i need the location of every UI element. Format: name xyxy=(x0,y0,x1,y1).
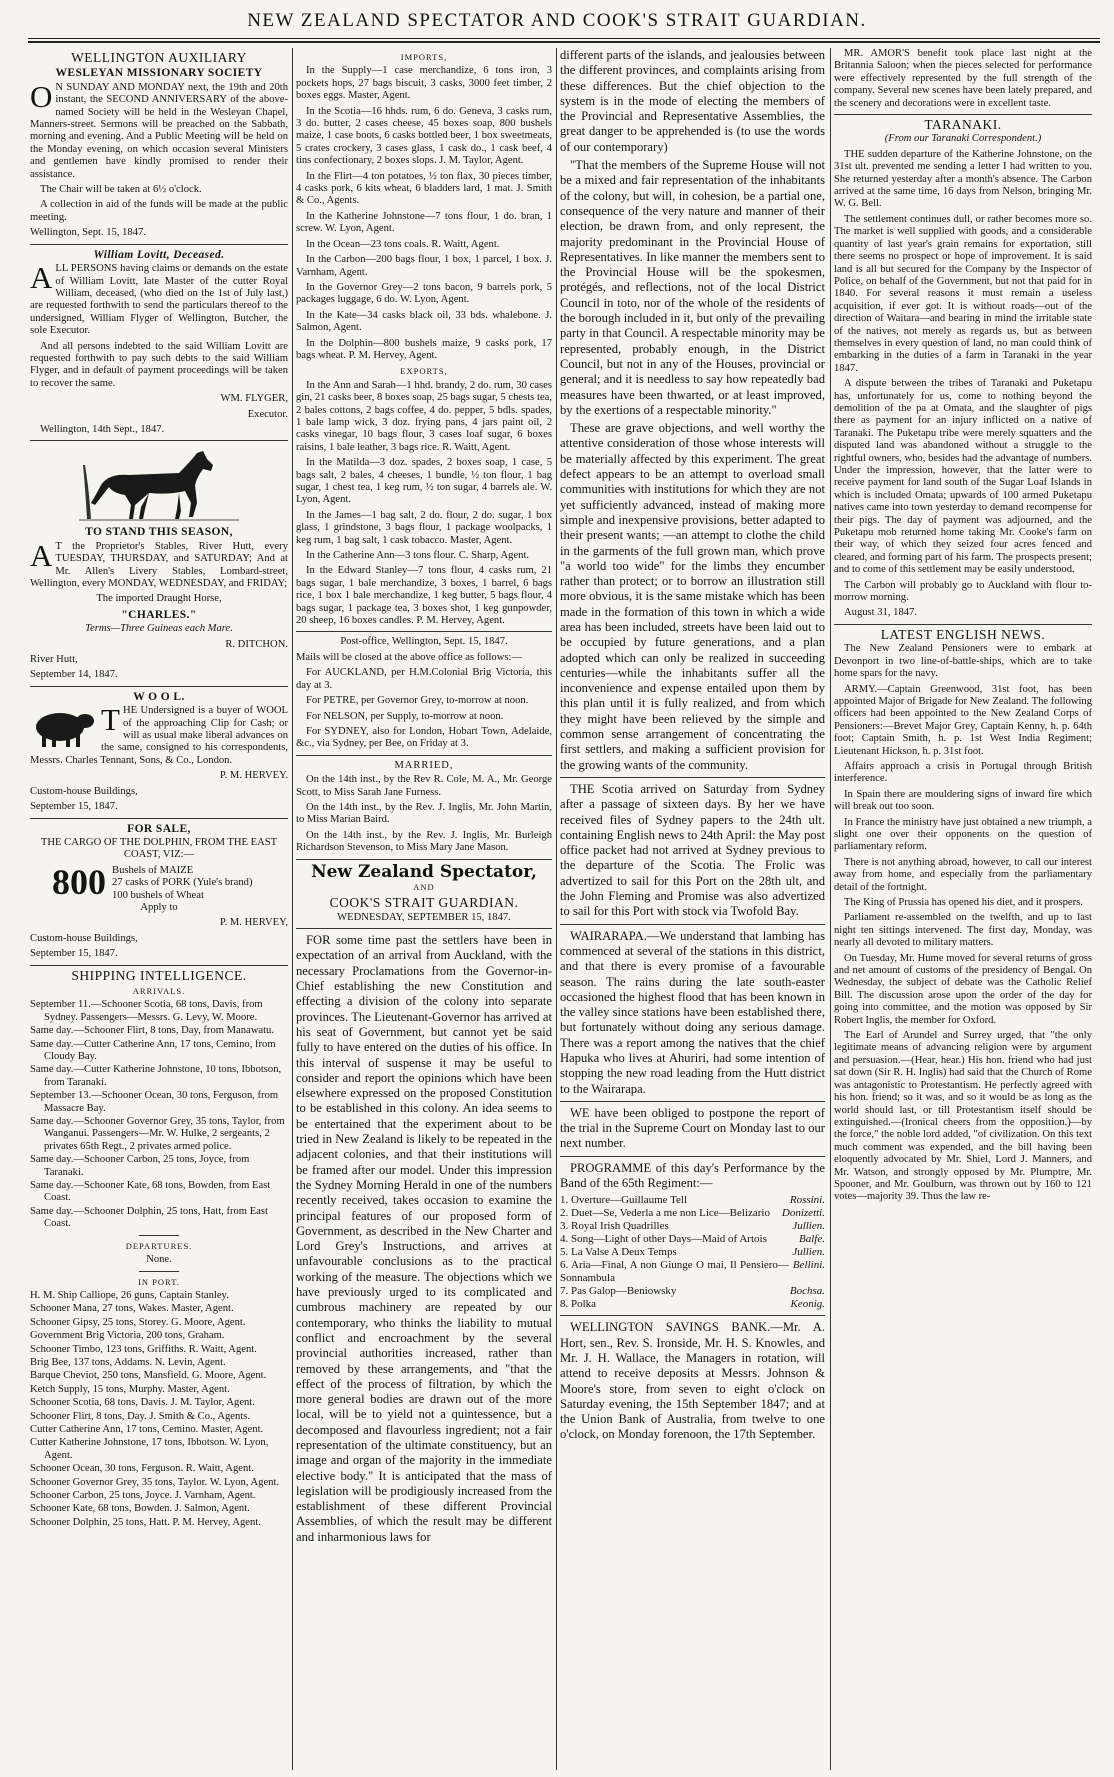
divider xyxy=(30,965,288,966)
post-item: For AUCKLAND, per H.M.Colonial Brig Victoria, this day at 3. xyxy=(296,667,552,691)
stand-body: A T the Proprietor's Stables, River Hutt, every TUESDAY, THURSDAY, and SATURDAY; And at Mr. Allen's Livery Stables, Lombard-street, Wellington, every MONDAY, WEDNESDAY, and FRIDAY; xyxy=(30,537,288,589)
column-3 xyxy=(560,48,825,1770)
sale-block xyxy=(30,865,288,902)
english-news-heading: LATEST ENGLISH NEWS. xyxy=(880,626,1046,642)
divider xyxy=(560,777,825,778)
stand-signature: R. DITCHON. xyxy=(225,638,288,650)
taranaki-para: The Carbon will probably go to Auckland with flour to-morrow morning. xyxy=(834,579,1092,604)
export-item: In the Edward Stanley—7 tons flour, 4 casks rum, 21 bags sugar, 1 bale merchandize, 3 boxes, 1 barrel, 6 bags rice, 1 box 1 bale merchandize, 1 keg butter, 5 bags flour, 4 bags sugar, 1 package tea, 3 boxes shot, 1 keg gunpowder, 20 sheep, 16 boxes candles. P. M. Hervey, Agent. xyxy=(296,565,552,627)
wool-date: September 15, 1847. xyxy=(30,801,118,813)
list-item: Schooner Ocean, 30 tons, Ferguson. R. Waitt, Agent. xyxy=(30,1463,254,1475)
divider xyxy=(30,244,288,245)
list-item: Same day.—Cutter Katherine Johnstone, 10 tons, Ibbotson, from Taranaki. xyxy=(30,1064,282,1088)
news-para: ARMY.—Captain Greenwood, 31st foot, has been appointed Major of Brigade for New Zealand. The following officers had been appointed to the New Zealand Corps of Pensioners:—Brevet Major Grey, Captain Kenny, h. p. 64th foot; Captain Smith, h. p. 1st West India Regiment; Lieutenant Hickson, h. p. 31st foot. xyxy=(834,683,1092,757)
column-divider xyxy=(556,48,557,1770)
divider xyxy=(30,440,288,441)
programme-item: 7. Pas Galop—Beniowsky Bochsa. xyxy=(560,1285,825,1298)
divider xyxy=(296,928,552,929)
column-1 xyxy=(30,48,288,1770)
post-item: For NELSON, per Supply, to-morrow at noon. xyxy=(306,710,504,722)
list-item: Same day.—Schooner Carbon, 25 tons, Joyce, from Taranaki. xyxy=(30,1154,250,1178)
wam-body: O N SUNDAY AND MONDAY next, the 19th and 20th instant, the SECOND ANNIVERSARY of the above-named Society will be held in the Wesleyan Chapel, Manners-street. Sermons will be preached on the Sabbath, morning and evening. And a Public Meeting will be held on the Monday evening, on which occasion several Ministers and gentlemen have kindly promised to render their assistance. xyxy=(30,78,288,180)
exports-heading: EXPORTS, xyxy=(400,366,448,377)
export-item: In the Matilda—3 doz. spades, 2 boxes soap, 1 case, 5 bags salt, 2 bales, 4 cheeses, 1 bundle, ½ ton flour, 1 bag sugar, 1 chest tea, 1 keg rum, ½ ton sugar, 4 barrels ale. W. Lyon, Agent. xyxy=(296,457,552,506)
drop-cap: A xyxy=(30,537,53,573)
stand-title: TO STAND THIS SEASON, xyxy=(85,526,233,539)
divider xyxy=(139,1235,179,1236)
news-para: The Earl of Arundel and Surrey urged, that "the only legitimate means of advancing religion were by argument and persuasion.—(Hear, hear.) His hon. friend who had just sat down (Sir R. H. Inglis) had said that the Church of Rome was antagonistic to Protestantism. He perfectly agreed with his hon. friend; so it was, and so it would be as long as the world should last, or till Protestantism itself should be extinguished.—(Ironical cheers from the opposition.)—by the force," the noble lord added, "of civilization. On this text much comment was expended, and the bill having been eloquently advocated by Mr. Shiel, Lord J. Manners, and Mr. Watson, and strongly opposed by Mr. Plumptre, Mr. Spooner, and Mr. Goulburn, was thrown out by 160 to 121 votes—majority 39. Thus the law re- xyxy=(834,1030,1092,1203)
editorial-para: These are grave objections, and well worthy the attentive consideration of those whose interests will be materially affected by this experiment. The great defect appears to be an attempt to overload small communities with institutions for which they are not yet sufficiently advanced, instead of making more simple and inexpensive provisions, better adapted to their present wants; —an attempt to clothe the child in the garments of the full grown man, which prove "a world too wide" for the limbs they encumber rather than protect; or to borrow an illustration still more obvious, it is the same mistake which has been made in the formation of this town in which a wide area has been included, streets have been laid out to be occupied by future generations, and a plan adopted which can only be realized in succeeding centuries—while the inhabitants suffer all the inconvenience and expense entailed upon them by this plan until it is fully realized, and from which they might have been relieved by the simple and common sense arrangement of concentrating the first settlers, and making a sufficient provision for the growing wants of the community. xyxy=(560,421,825,772)
list-item: Schooner Governor Grey, 35 tons, Taylor. W. Lyon, Agent. xyxy=(30,1476,280,1488)
post-item: For PETRE, per Governor Grey, to-morrow at noon. xyxy=(306,695,529,707)
news-para: The King of Prussia has opened his diet, and it prospers. xyxy=(844,897,1083,908)
lovitt-title: William Lovitt, Deceased. xyxy=(93,248,225,261)
wairarapa-news: WAIRARAPA.—We understand that lambing has commenced at several of the stations in this district, and that there is every promise of a favourable season. The rains during the late south-easter occasioned the highest flood that has been known in the valley since stations have been established there, but fortunately without doing any serious damage. There was a report among the natives that the chief Hapuka who lives at Ahuriri, had some intention of stopping the new road leading from the Hutt district to the Wairarapa. xyxy=(560,928,825,1096)
programme-item: 3. Royal Irish Quadrilles Jullien. xyxy=(560,1220,825,1233)
import-item: In the Kate—34 casks black oil, 33 bds. whalebone. J. Salmon, Agent. xyxy=(296,309,552,334)
post-intro: Mails will be closed at the above office as follows:— xyxy=(296,651,523,663)
list-item: H. M. Ship Calliope, 26 guns, Captain Stanley. xyxy=(30,1289,229,1301)
programme-item: 4. Song—Light of other Days—Maid of Artois Balfe. xyxy=(560,1233,825,1246)
lovitt-body-2: And all persons indebted to the said William Lovitt are requested forthwith to pay such debts to the said William Flyger, and in default of payment proceedings will be taken to recover the same. xyxy=(30,340,288,389)
taranaki-para: THE sudden departure of the Katherine Johnstone, on the 31st ult. prevented me sending a letter I had written to you. She returned yesterday after a month's absence. The Carbon arrived at the same time, 16 days from Nelson, bringing Mr. W. G. Bell. xyxy=(834,148,1092,210)
header-rule xyxy=(28,38,1100,39)
sale-number: 800 xyxy=(52,864,106,902)
divider xyxy=(296,755,552,756)
editorial-cont: different parts of the islands, and jealousies between the different provinces, and complaints arising from these differences. But the chief objection to the system is in the mode of electing the members of the Provincial and Representative Assemblies, the great danger to be apprehended is (to use the words of our contemporary) xyxy=(560,48,825,154)
list-item: Same day.—Schooner Governor Grey, 35 tons, Taylor, from Wanganui. Passengers—Mr. W. Hulke, 2 sergeants, 2 privates 65th Regt., 2 privates armed police. xyxy=(30,1116,285,1152)
divider xyxy=(560,924,825,925)
list-item: September 11.—Schooner Scotia, 68 tons, Davis, from Sydney. Passengers—Messrs. G. Levy, W. Moore. xyxy=(30,999,263,1023)
taranaki-correspondent: (From our Taranaki Correspondent.) xyxy=(884,133,1042,145)
list-item: Schooner Kate, 68 tons, Bowden. J. Salmon, Agent. xyxy=(30,1503,250,1515)
page-header: NEW ZEALAND SPECTATOR AND COOK'S STRAIT GUARDIAN. xyxy=(247,10,867,31)
divider xyxy=(834,624,1092,625)
sale-title: FOR SALE, xyxy=(127,822,191,835)
divider xyxy=(834,114,1092,115)
column-2 xyxy=(296,48,552,1770)
sale-line: 27 casks of PORK (Yule's brand) xyxy=(112,877,253,889)
lovitt-body: ALL PERSONS having claims or demands on the estate of William Lovitt, late Master of the cutter Royal William, deceased, (who died on the 1st of July last,) are requested forthwith to send the particulars thereof to the undersigned, William Flyger of Wellington, Butcher, the sole Executor. xyxy=(30,260,288,337)
list-item: Same day.—Cutter Catherine Ann, 17 tons, Cemino, from Cloudy Bay. xyxy=(30,1038,276,1062)
list-item: September 13.—Schooner Ocean, 30 tons, Ferguson, from Massacre Bay. xyxy=(30,1090,279,1114)
wam-subtitle: WESLEYAN MISSIONARY SOCIETY xyxy=(55,67,263,80)
list-item: Same day.—Schooner Flirt, 8 tons, Day, from Manawatu. xyxy=(30,1025,275,1037)
programme-item: 5. La Valse A Deux Temps Jullien. xyxy=(560,1246,825,1259)
masthead-and: AND xyxy=(413,881,435,892)
sale-line: Bushels of MAIZE xyxy=(112,864,194,876)
arrivals-heading: ARRIVALS. xyxy=(132,985,186,996)
sale-subtitle: THE CARGO OF THE DOLPHIN, FROM THE EAST COAST, VIZ:— xyxy=(40,836,278,861)
masthead-title: New Zealand Spectator, xyxy=(311,861,537,882)
list-item: Cutter Catherine Ann, 17 tons, Cemino. Master, Agent. xyxy=(30,1423,264,1435)
amor-benefit: MR. AMOR'S benefit took place last night at the Britannia Saloon; when the pieces selected for performance were effectively represented by the full strength of the company. Several new scenes have been lately prepared, and the scenery and decorations were in excellent taste. xyxy=(834,48,1092,109)
stand-place: River Hutt, xyxy=(30,654,78,666)
stand-horse-name: "CHARLES." xyxy=(121,608,197,621)
news-para: On Tuesday, Mr. Hume moved for several returns of gross and net amount of customs of the presidency of Bengal. On Wednesday, the subject of debate was the Catholic Relief Bill. The discussion arose upon the order of the day for going into committee, and the motion was opposed by Sir Robert Inglis, the member for Oxford. xyxy=(834,952,1092,1026)
scotia-news: THE Scotia arrived on Saturday from Sydney after a passage of sixteen days. By her we have received files of Sydney papers to the 24th ult. containing English news to 24th April: the May post office packet had not arrived at Sydney previous to the departure of the Scotia. The Frolic was advertized to sail for this Port on the 28th ult, and the John Fleming and Promise was also advertized to sail for this Port with stock via Twofold Bay. xyxy=(560,781,825,919)
taranaki-para: A dispute between the tribes of Taranaki and Puketapu has, unfortunately for us, come to nothing beyond the demolition of the pa at Omata, and the slaughter of pigs there as payment for an injury inflicted on a native of Taranaki. The Puketapu tribe were merely squatters and the disputed land was abandoned without a struggle to the rightful owners, who, besides had the advantage of numbers. Under the impression, however, that the latter were to receive payment for land south of the Sugar Loaf Islands in which is included Omata; upwards of 100 armed Puketapu natives came into town yesterday to demand recompense for their pigs. The day of payment was adjourned, and the Puketapu mob returned home taking Mr. Cooke's farm on their way, of which they seized four acres fenced and cleared, and forming part of his farm. The prospects present; and to come of this settlement may be easily understood. xyxy=(834,378,1092,576)
list-item: Same day.—Schooner Kate, 68 tons, Bowden, from East Coast. xyxy=(30,1180,271,1204)
list-item: Schooner Mana, 27 tons, Wakes. Master, Agent. xyxy=(30,1303,234,1315)
divider xyxy=(139,1271,179,1272)
export-item: In the James—1 bag salt, 2 do. flour, 2 do. sugar, 1 box glass, 1 grindstone, 3 bags flour, 1 package woolpacks, 1 keg rum, 1 bag salt, 1 cask tobacco. Master, Agent. xyxy=(296,509,552,546)
list-item: Schooner Gipsy, 25 tons, Storey. G. Moore, Agent. xyxy=(30,1316,246,1328)
divider xyxy=(560,1315,825,1316)
wam-chair: The Chair will be taken at 6½ o'clock. xyxy=(40,184,202,196)
import-item: In the Scotia—16 hhds. rum, 6 do. Geneva, 3 casks rum, 3 do. butter, 2 cases cheese, 45 boxes soap, 800 bushels maize, 1 case boots, 6 casks bottled beer, 1 box sweetmeats, 5 crates crockery, 3 cases glass, 1 cask do., 1 cask beef, 4 tins confectionary, 2 boxes slops. J. M. Taylor, Agent. xyxy=(296,105,552,167)
stand-date: September 14, 1847. xyxy=(30,669,118,681)
sale-place: Custom-house Buildings, xyxy=(30,932,138,944)
wam-title: WELLINGTON AUXILIARY xyxy=(71,50,247,65)
lovitt-date: Wellington, 14th Sept., 1847. xyxy=(40,423,165,435)
horse-illustration xyxy=(79,445,239,523)
list-item: Schooner Scotia, 68 tons, Davis. J. M. Taylor, Agent. xyxy=(30,1397,255,1409)
news-para: In Spain there are mouldering signs of inward fire which will break out too soon. xyxy=(834,788,1092,813)
post-item: For SYDNEY, also for London, Hobart Town, Adelaide, &c., via Sydney, per Bee, on Friday at 3. xyxy=(296,725,552,750)
wool-signature: P. M. HERVEY. xyxy=(219,770,288,782)
list-item: Barque Cheviot, 250 tons, Mansfield. G. Moore, Agent. xyxy=(30,1370,267,1382)
wam-collection: A collection in aid of the funds will be made at the public meeting. xyxy=(30,199,288,223)
married-heading: MARRIED, xyxy=(394,759,454,771)
list-item: Brig Bee, 137 tons, Addams. N. Levin, Agent. xyxy=(30,1356,226,1368)
sheep-illustration xyxy=(30,707,96,749)
news-para: The New Zealand Pensioners were to embark at Devonport in two line-of-battle-ships, which are to take home spars for the navy. xyxy=(834,643,1092,680)
news-para: Affairs approach a crisis in Portugal through British interference. xyxy=(834,760,1092,785)
lovitt-signature: WM. FLYGER, xyxy=(220,393,288,405)
stand-terms: Terms—Three Guineas each Mare. xyxy=(85,623,233,635)
programme-item: 8. Polka Keonig. xyxy=(560,1298,825,1311)
export-item: In the Catherine Ann—3 tons flour. C. Sharp, Agent. xyxy=(306,550,530,562)
list-item: Government Brig Victoria, 200 tons, Graham. xyxy=(30,1330,225,1342)
programme-item: 6. Aria—Final, A non Giunge O mai, Il Pensiero—Sonnambula Bellini. xyxy=(560,1259,825,1285)
import-item: In the Flirt—4 ton potatoes, ½ ton flax, 30 pieces timber, 4 casks pork, 6 kits wheat, 6 bladders lard, 1 mat. J. Smith & Co., Agents. xyxy=(296,170,552,207)
lovitt-executor: Executor. xyxy=(247,408,288,420)
wool-title: W O O L. xyxy=(133,690,185,703)
imports-heading: IMPORTS, xyxy=(400,52,448,62)
header-rule-thick xyxy=(28,41,1100,43)
taranaki-date: August 31, 1847. xyxy=(844,607,917,619)
wool-place: Custom-house Buildings, xyxy=(30,785,138,797)
news-para: In France the ministry have just obtained a new triumph, a slight one over their opponents on the question of parliamentary reform. xyxy=(834,816,1092,853)
list-item: Schooner Carbon, 25 tons, Joyce. J. Varnham, Agent. xyxy=(30,1490,256,1501)
list-item: Schooner Timbo, 123 tons, Griffiths. R. Waitt, Agent. xyxy=(30,1343,257,1355)
divider xyxy=(296,631,552,632)
sale-apply: Apply to xyxy=(140,901,178,913)
married-item: On the 14th inst., by the Rev. J. Inglis, Mr. John Martin, to Miss Marian Baird. xyxy=(296,801,552,826)
masthead-subtitle: COOK'S STRAIT GUARDIAN. xyxy=(329,895,519,911)
export-item: In the Ann and Sarah—1 hhd. brandy, 2 do. rum, 30 cases gin, 21 casks beer, 8 boxes soap, 25 bags sugar, 5 chests tea, 2 bales cottons, 2 bags coffee, 4 do. pepper, 5 bdls. spades, 1 bale lamp wick, 3 doz. frying pans, 4 jars paint oil, 2 casks vinegar, 10 bags flour, 3 cases loaf sugar, 6 boxes raisins, 1 bale leather, 3 bags rice. R. Waitt, Agent. xyxy=(296,379,552,453)
divider xyxy=(30,818,288,819)
postpone-notice: WE have been obliged to postpone the report of the trial in the Supreme Court on Monday last to our next number. xyxy=(560,1105,825,1151)
arrivals-list xyxy=(30,999,288,1230)
departures-heading: DEPARTURES. xyxy=(125,1240,193,1251)
divider xyxy=(30,686,288,687)
taranaki-heading: TARANAKI. xyxy=(924,117,1002,133)
departures-none: None. xyxy=(146,1254,172,1266)
drop-cap: A xyxy=(30,260,53,296)
import-item: In the Ocean—23 tons coals. R. Waitt, Agent. xyxy=(306,238,500,250)
list-item: Schooner Dolphin, 25 tons, Hatt. P. M. Hervey, Agent. xyxy=(30,1516,261,1528)
import-item: In the Katherine Johnstone—7 tons flour, 1 do. bran, 1 screw. W. Lyon, Agent. xyxy=(296,210,552,235)
list-item: Schooner Flirt, 8 tons, Day. J. Smith & Co., Agents. xyxy=(30,1410,251,1422)
news-para: Parliament re-assembled on the twelfth, and up to last night ten sittings intervened. The first day, Monday, was nearly all devoted to military matters. xyxy=(834,912,1092,949)
import-item: In the Dolphin—800 bushels maize, 9 casks pork, 17 bags wheat. P. M. Hervey, Agent. xyxy=(296,337,552,361)
sale-date: September 15, 1847. xyxy=(30,948,118,960)
import-item: In the Carbon—200 bags flour, 1 box, 1 parcel, 1 box. J. Varnham, Agent. xyxy=(296,254,552,278)
list-item: Same day.—Schooner Dolphin, 25 tons, Hatt, from East Coast. xyxy=(30,1205,268,1230)
news-para: There is not anything abroad, however, to call our interest away from home, and especially from the parliamentary detail of the fortnight. xyxy=(834,856,1092,893)
shipping-title: SHIPPING INTELLIGENCE. xyxy=(71,967,247,983)
column-4 xyxy=(834,48,1092,1770)
savings-bank-notice: WELLINGTON SAVINGS BANK.—Mr. A. Hort, sen., Rev. S. Ironside, Mr. H. S. Knowles, and Mr. J. H. Wallace, the Managers in rotation, will attend to receive deposits at Messrs. Johnson & Moore's store, from seven to eight o'clock on Saturday evening, the 15th September 1847; and at the Union Bank of Australia, from twelve to one o'clock, on Monday forenoon, the 17th September. xyxy=(560,1320,825,1442)
programme-item: 1. Overture—Guillaume Tell Rossini. xyxy=(560,1194,825,1207)
inport-heading: IN PORT. xyxy=(138,1276,180,1287)
wool-body: THE Undersigned is a buyer of WOOL of the approaching Clip for Cash; or will as usual make liberal advances on the same, consigned to his correspondents, Messrs. Charles Tennant, Sons, & Co., London. xyxy=(30,702,288,766)
married-item: On the 14th inst., by the Rev. J. Inglis, Mr. Burleigh Richardson Stevenson, to Miss Mary Jane Mason. xyxy=(296,829,552,854)
programme-item: 2. Duet—Se, Vederla a me non Lice—Belizario Donizetti. xyxy=(560,1207,825,1220)
editorial-quote: "That the members of the Supreme House will not be a mixed and fair representation of the inhabitants of the colony, but will, in cohesion, be a partial one, consequence of the very nature and manner of their election, be drawn from, and only represent, the majority predominant in the Provincial House of Representatives. In like manner the members sent to the Provincial House will be the spokesmen, protégés, and reflections, not of the local District Council in toto, nor of the whole of the residents of the borough included in it, but only of the prevailing party in that Council. A respectable minority may be represented, probably enough, in the District Council, but not in any of the Houses, provincial or general; and it is needless to say how repeatedly bad measures have been thwarted, or at least improved, by the exertions of a respectable minority." xyxy=(560,158,825,417)
programme-list xyxy=(560,1194,825,1311)
wam-date: Wellington, Sept. 15, 1847. xyxy=(30,227,146,239)
stand-imported: The imported Draught Horse, xyxy=(96,593,222,605)
drop-cap: O xyxy=(30,78,53,114)
divider xyxy=(560,1156,825,1157)
masthead-date: WEDNESDAY, SEPTEMBER 15, 1847. xyxy=(337,911,511,923)
taranaki-para: The settlement continues dull, or rather becomes more so. The market is well supplied with goods, and a considerable quantity of last year's grain remains for exportation, still there seems no prospect or hope of improvement. It is said land is all but secured for the Company by the Inspector of Police, on behalf of the Government, but not that paid for in 1840. For several reasons it must remain a useless acquisition, if ever got. It is without roads—out of the direction of Waitara—and bearing in mind the irritable state of the natives, not merely as regards us, but as between themselves in every question of land, no man could think of embarking in the duties of a farm in Taranaki in the year 1847. xyxy=(834,213,1092,374)
drop-cap: T xyxy=(101,702,120,738)
sale-line: 100 bushels of Wheat xyxy=(112,889,204,901)
post-heading: Post-office, Wellington, Sept. 15, 1847. xyxy=(340,636,508,648)
import-item: In the Governor Grey—2 tons bacon, 9 barrels pork, 5 packages luggage, 6 do. W. Lyon, Agent. xyxy=(296,281,552,306)
import-item: In the Supply—1 case merchandize, 6 tons iron, 3 pockets hops, 27 bags biscuit, 3 casks, 3000 feet timber, 2 boxes eggs. Master, Agent. xyxy=(296,65,552,102)
list-item: Ketch Supply, 15 tons, Murphy. Master, Agent. xyxy=(30,1383,230,1395)
editorial-body: FOR some time past the settlers have been in expectation of an arrival from Auckland, with the necessary Proclamations from the Governor-in-Chief establishing the new Constitution and effecting a division of the colony into separate provinces. The Lieutenant-Governor has arrived at his seat of Government, but cannot yet be said fully to have entered on the duties of his office. In this interval of suspense it may be useful to consider and report the opinions which have been elsewhere expressed on the proposed Constitution to be established in this colony. An idea seems to be entertained that the experiment about to be tried in New Zealand is likely to be repeated in the adjacent colonies, and that their institutions will be framed after our model. Under this impression the Sydney Morning Herald in one of the numbers recently received, takes occasion to examine the principal features of our proposed form of Government, as described in the New Charter and Lord Grey's Instructions, and arrives at unfavourable conclusions as to the practical working of the measure. The objections which we have previously urged to its complicated and cumbrous machinery are repeated by our contemporary, who thinks the liability to mutual conflict and encroachment by the several provincial authorities increased, rather than removed by these arrangements, and "that the effect of the process of filtration, by which the more general bodies are drawn out of the more local, will be to yield not a quintessence, but a decomposed and flavourless ingredient; not a fair representation of the ultimate constituency, but an image and organ of the majority in the immediate elective body." It is anticipated that the mass of legislation will be prodigiously increased from the establishment of these different Provincial Assemblies, of which the result may be different and inharmonious laws for xyxy=(296,933,552,1544)
divider xyxy=(296,859,552,860)
married-item: On the 14th inst., by the Rev R. Cole, M. A., Mr. George Scott, to Miss Sarah Jane Furness. xyxy=(296,774,552,798)
inport-list xyxy=(30,1290,288,1529)
column-divider xyxy=(292,48,293,1770)
sale-signature: P. M. HERVEY, xyxy=(219,917,288,929)
divider xyxy=(560,1101,825,1102)
programme-intro: PROGRAMME of this day's Performance by the Band of the 65th Regiment:— xyxy=(560,1160,825,1191)
list-item: Cutter Katherine Johnstone, 17 tons, Ibbotson. W. Lyon, Agent. xyxy=(30,1437,269,1461)
column-divider xyxy=(830,48,831,1770)
